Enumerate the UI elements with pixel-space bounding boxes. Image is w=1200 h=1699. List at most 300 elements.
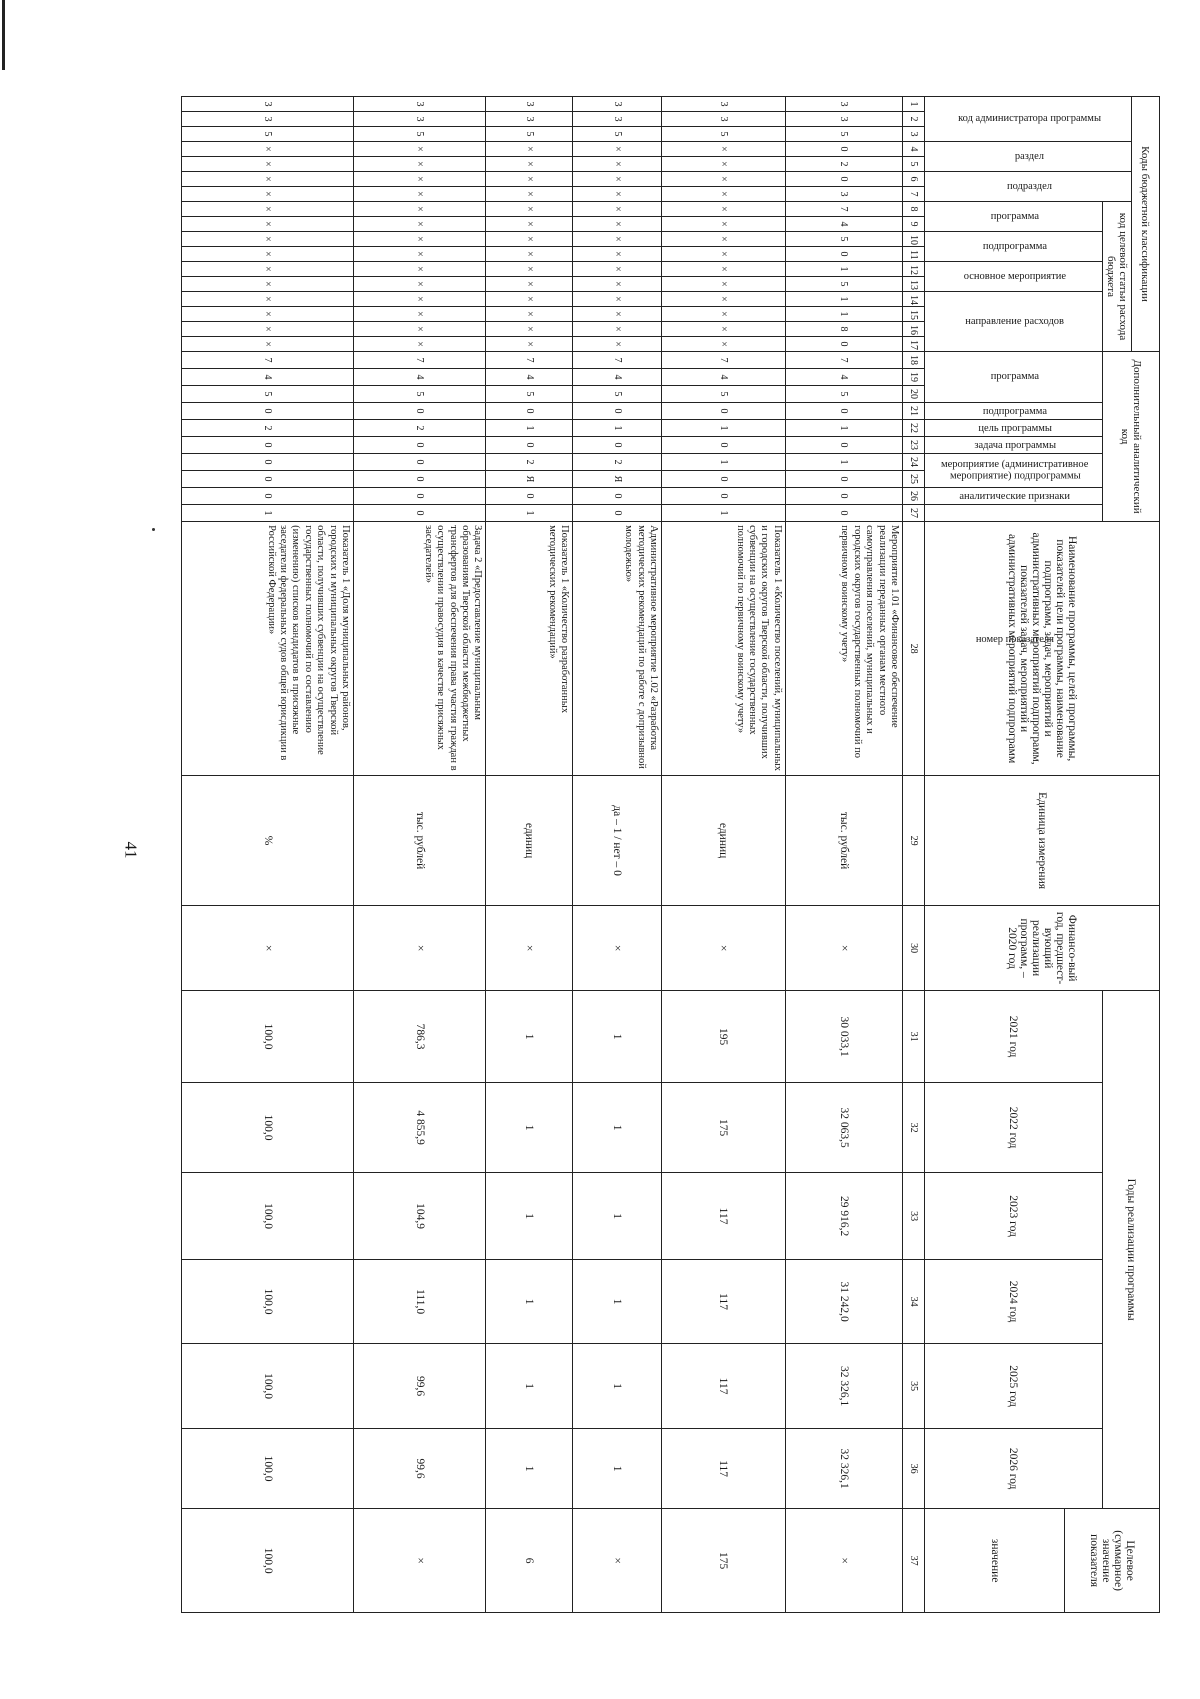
column-number: 17 xyxy=(903,337,925,352)
year-value-cell: 1 xyxy=(486,1173,573,1260)
code-cell: × xyxy=(573,247,662,262)
code-cell: × xyxy=(353,292,485,307)
unit-column-header: Единица измерения xyxy=(925,776,1160,906)
code-cell: 2 xyxy=(785,157,902,172)
year-value-cell: 4 855,9 xyxy=(353,1083,485,1173)
code-cell: 0 xyxy=(353,488,485,505)
code-cell: 0 xyxy=(785,471,902,488)
code-cell: 3 xyxy=(785,187,902,202)
code-cell: 1 xyxy=(785,292,902,307)
code-cell: × xyxy=(573,337,662,352)
code-cell: 5 xyxy=(353,386,485,403)
subsection-header: подраздел xyxy=(925,172,1132,202)
code-cell: × xyxy=(573,307,662,322)
scan-edge-mark xyxy=(2,0,5,70)
code-cell: 0 xyxy=(662,471,786,488)
indicator-name: Задача 2 «Предоставление муниципальным образованиям Тверской области межбюджетных трансфертов для обеспечения права участия граждан в осуществлении правосудия в качестве присяжных заседателей» xyxy=(353,522,485,776)
code-cell: × xyxy=(662,217,786,232)
table-row xyxy=(486,97,573,1613)
additional-code-header: Дополнительный аналитический код xyxy=(1103,352,1160,522)
column-number: 30 xyxy=(903,906,925,991)
program-indicators-table xyxy=(181,96,1160,1613)
year-value-cell: 117 xyxy=(662,1173,786,1260)
year-value-cell: 1 xyxy=(573,1173,662,1260)
code-cell: × xyxy=(573,142,662,157)
code-cell: × xyxy=(182,262,354,277)
column-number: 13 xyxy=(903,277,925,292)
year-value-cell: 32 326,1 xyxy=(785,1429,902,1509)
target-value-header: значение xyxy=(925,1509,1065,1613)
unit-cell: % xyxy=(182,776,354,906)
code-cell: 1 xyxy=(486,505,573,522)
code-cell: 7 xyxy=(662,352,786,369)
column-number: 34 xyxy=(903,1260,925,1344)
column-number: 6 xyxy=(903,172,925,187)
year-value-cell: 100,0 xyxy=(182,1429,354,1509)
indicator-name: Показатель 1 «Количество разработанных методических рекомендаций» xyxy=(486,522,573,776)
code-cell: 3 xyxy=(182,97,354,112)
code-cell: 0 xyxy=(785,172,902,187)
unit-cell: да – 1 / нет – 0 xyxy=(573,776,662,906)
code-cell: × xyxy=(182,187,354,202)
column-number: 24 xyxy=(903,454,925,471)
code-cell: 4 xyxy=(486,369,573,386)
year-value-cell: 1 xyxy=(486,991,573,1083)
code-cell: × xyxy=(353,172,485,187)
code-cell: 0 xyxy=(785,505,902,522)
code-cell: 7 xyxy=(785,202,902,217)
year-value-cell: 100,0 xyxy=(182,1260,354,1344)
rotated-table-wrapper xyxy=(190,96,1160,1606)
column-number: 22 xyxy=(903,420,925,437)
code-cell: 1 xyxy=(662,454,786,471)
code-cell: 3 xyxy=(573,112,662,127)
code-cell: × xyxy=(573,202,662,217)
code-cell: 5 xyxy=(182,127,354,142)
code-cell: × xyxy=(353,187,485,202)
code-cell: 3 xyxy=(573,97,662,112)
code-cell: 0 xyxy=(486,488,573,505)
code-cell: × xyxy=(662,187,786,202)
year-value-cell: 30 033,1 xyxy=(785,991,902,1083)
target-group-header: Целевое (суммарное) значение показателя xyxy=(1065,1509,1160,1613)
code-cell: × xyxy=(573,292,662,307)
code-cell: × xyxy=(486,262,573,277)
add-subprogram-header: подпрограмма xyxy=(925,403,1103,420)
code-cell: × xyxy=(662,232,786,247)
code-cell: 0 xyxy=(353,403,485,420)
code-cell: 4 xyxy=(573,369,662,386)
column-number: 10 xyxy=(903,232,925,247)
column-number: 37 xyxy=(903,1509,925,1613)
code-cell: × xyxy=(573,172,662,187)
code-cell: 2 xyxy=(486,454,573,471)
code-cell: 5 xyxy=(785,127,902,142)
code-cell: × xyxy=(486,202,573,217)
code-cell: 0 xyxy=(182,437,354,454)
target-value-cell: × xyxy=(573,1509,662,1613)
year-value-cell: 1 xyxy=(573,1429,662,1509)
year-value-cell: 111,0 xyxy=(353,1260,485,1344)
column-number: 14 xyxy=(903,292,925,307)
code-cell: 5 xyxy=(785,232,902,247)
code-cell: × xyxy=(662,322,786,337)
indicator-name: Административное мероприятие 1.02 «Разработка методических рекомендаций по работе с допризывной молодежью» xyxy=(573,522,662,776)
fin-year-column-header: Финансо-вый год, предшест-вующий реализации программ, – 2020 год xyxy=(925,906,1160,991)
code-cell: × xyxy=(353,277,485,292)
code-cell: × xyxy=(353,157,485,172)
code-cell: 1 xyxy=(785,262,902,277)
code-cell: Я xyxy=(573,471,662,488)
code-cell: 0 xyxy=(486,403,573,420)
code-cell: × xyxy=(573,157,662,172)
code-cell: × xyxy=(353,262,485,277)
code-cell: 7 xyxy=(353,352,485,369)
indicator-name: Показатель 1 «Количество поселений, муниципальных и городских округов Тверской области, получивших субвенции на осуществление государственных полномочий по первичному воинскому учету» xyxy=(662,522,786,776)
code-cell: 0 xyxy=(785,403,902,420)
name-column-header: Наименование программы, целей программы, показателей цели программы, наименование подпрограмм, задач, мероприятий и административных мероприятий подпрограмм, показателей задач, мероприятий и административных мероприятий подпрограмм xyxy=(925,522,1160,776)
code-cell: × xyxy=(486,322,573,337)
column-number: 11 xyxy=(903,247,925,262)
table-row xyxy=(785,97,902,1613)
code-cell: × xyxy=(486,142,573,157)
code-cell: × xyxy=(353,322,485,337)
code-cell: Я xyxy=(486,471,573,488)
year-value-cell: 100,0 xyxy=(182,1344,354,1429)
year-value-cell: 175 xyxy=(662,1083,786,1173)
target-value-cell: 175 xyxy=(662,1509,786,1613)
code-cell: 1 xyxy=(785,420,902,437)
code-cell: 4 xyxy=(785,369,902,386)
code-cell: 1 xyxy=(662,420,786,437)
year-value-cell: 117 xyxy=(662,1429,786,1509)
fin-year-cell: × xyxy=(353,906,485,991)
year-value-cell: 31 242,0 xyxy=(785,1260,902,1344)
indicator-name: Показатель 1 «Доля муниципальных районов, городских и муниципальных округов Тверской области, получивших субвенции на осуществление государственных полномочий по составлению (изменению) списков кандидатов в присяжные заседатели федеральных судов общей юрисдикции в Российской Федерации» xyxy=(182,522,354,776)
column-number: 23 xyxy=(903,437,925,454)
code-cell: × xyxy=(486,217,573,232)
column-number: 19 xyxy=(903,369,925,386)
code-cell: × xyxy=(353,307,485,322)
code-cell: 5 xyxy=(353,127,485,142)
code-cell: 7 xyxy=(182,352,354,369)
year-value-cell: 100,0 xyxy=(182,991,354,1083)
year-value-cell: 117 xyxy=(662,1344,786,1429)
code-cell: 4 xyxy=(785,217,902,232)
year-2024-header: 2024 год xyxy=(925,1260,1103,1344)
code-cell: × xyxy=(573,277,662,292)
code-cell: 0 xyxy=(573,403,662,420)
code-cell: 7 xyxy=(785,352,902,369)
column-number: 4 xyxy=(903,142,925,157)
code-cell: 5 xyxy=(785,386,902,403)
code-cell: × xyxy=(662,262,786,277)
code-cell: 0 xyxy=(573,505,662,522)
code-cell: × xyxy=(573,217,662,232)
code-cell: 0 xyxy=(785,437,902,454)
year-value-cell: 1 xyxy=(573,1344,662,1429)
code-cell: 5 xyxy=(573,386,662,403)
code-cell: 0 xyxy=(573,437,662,454)
year-value-cell: 195 xyxy=(662,991,786,1083)
code-cell: 3 xyxy=(182,112,354,127)
code-cell: × xyxy=(486,337,573,352)
admin-event-header: мероприятие (административное мероприятие) подпрограммы xyxy=(925,454,1103,488)
code-cell: 2 xyxy=(182,420,354,437)
year-value-cell: 1 xyxy=(486,1344,573,1429)
column-number: 8 xyxy=(903,202,925,217)
code-cell: × xyxy=(486,157,573,172)
code-cell: 1 xyxy=(785,454,902,471)
year-2021-header: 2021 год xyxy=(925,991,1103,1083)
code-cell: 0 xyxy=(662,488,786,505)
subprogram-code-header: подпрограмма xyxy=(925,232,1103,262)
column-number: 20 xyxy=(903,386,925,403)
code-cell: × xyxy=(182,142,354,157)
code-cell: 5 xyxy=(486,127,573,142)
code-cell: 3 xyxy=(486,112,573,127)
code-cell: 3 xyxy=(662,97,786,112)
column-number: 12 xyxy=(903,262,925,277)
code-cell: × xyxy=(182,322,354,337)
code-cell: 4 xyxy=(353,369,485,386)
code-cell: 0 xyxy=(573,488,662,505)
code-cell: 0 xyxy=(182,488,354,505)
code-cell: × xyxy=(573,232,662,247)
year-value-cell: 32 063,5 xyxy=(785,1083,902,1173)
page-number: 41 xyxy=(121,841,141,859)
code-cell: 0 xyxy=(785,247,902,262)
column-number: 7 xyxy=(903,187,925,202)
year-value-cell: 117 xyxy=(662,1260,786,1344)
year-2026-header: 2026 год xyxy=(925,1429,1103,1509)
years-group-header: Годы реализации программы xyxy=(1103,991,1160,1509)
column-number: 16 xyxy=(903,322,925,337)
code-cell: 3 xyxy=(486,97,573,112)
admin-code-header: код администратора программы xyxy=(925,97,1132,142)
code-cell: × xyxy=(486,172,573,187)
table-row xyxy=(573,97,662,1613)
year-value-cell: 32 326,1 xyxy=(785,1344,902,1429)
year-value-cell: 99,6 xyxy=(353,1429,485,1509)
year-value-cell: 1 xyxy=(486,1429,573,1509)
scan-speck xyxy=(152,528,155,531)
column-number: 5 xyxy=(903,157,925,172)
code-cell: 0 xyxy=(182,403,354,420)
program-goal-header: цель программы xyxy=(925,420,1103,437)
section-header: раздел xyxy=(925,142,1132,172)
code-cell: × xyxy=(353,202,485,217)
fin-year-cell: × xyxy=(662,906,786,991)
code-cell: 5 xyxy=(182,386,354,403)
column-number: 15 xyxy=(903,307,925,322)
add-program-header: программа xyxy=(925,352,1103,403)
code-cell: × xyxy=(573,262,662,277)
fin-year-cell: × xyxy=(182,906,354,991)
year-value-cell: 1 xyxy=(573,1083,662,1173)
code-cell: × xyxy=(486,292,573,307)
code-cell: 3 xyxy=(785,97,902,112)
column-numbers-row xyxy=(903,97,925,1613)
code-cell: × xyxy=(353,232,485,247)
column-number: 25 xyxy=(903,471,925,488)
code-cell: × xyxy=(662,247,786,262)
year-value-cell: 100,0 xyxy=(182,1173,354,1260)
code-cell: 0 xyxy=(785,337,902,352)
code-cell: × xyxy=(662,307,786,322)
program-code-header: программа xyxy=(925,202,1103,232)
column-number: 36 xyxy=(903,1429,925,1509)
target-value-cell: 100,0 xyxy=(182,1509,354,1613)
code-cell: 2 xyxy=(573,454,662,471)
code-cell: 5 xyxy=(486,386,573,403)
budget-codes-header: Коды бюджетной классификации xyxy=(1132,97,1160,352)
code-cell: 5 xyxy=(662,386,786,403)
column-number: 33 xyxy=(903,1173,925,1260)
code-cell: 0 xyxy=(353,454,485,471)
expense-direction-header: направление расходов xyxy=(925,292,1103,352)
code-cell: 1 xyxy=(662,505,786,522)
code-cell: × xyxy=(182,157,354,172)
code-cell: 0 xyxy=(182,454,354,471)
code-cell: 0 xyxy=(353,437,485,454)
code-cell: × xyxy=(486,277,573,292)
analytic-sign-header: аналитические признаки xyxy=(925,488,1103,505)
code-cell: × xyxy=(182,292,354,307)
fin-year-cell: × xyxy=(486,906,573,991)
code-cell: 0 xyxy=(353,505,485,522)
code-cell: × xyxy=(573,322,662,337)
column-number: 2 xyxy=(903,112,925,127)
code-cell: × xyxy=(662,292,786,307)
code-cell: 5 xyxy=(573,127,662,142)
program-task-header: задача программы xyxy=(925,437,1103,454)
column-number: 26 xyxy=(903,488,925,505)
code-cell: × xyxy=(353,337,485,352)
code-cell: × xyxy=(486,232,573,247)
code-cell: × xyxy=(486,307,573,322)
code-cell: × xyxy=(182,232,354,247)
indicator-number-header: номер показателя xyxy=(925,505,1103,776)
column-number: 9 xyxy=(903,217,925,232)
code-cell: 3 xyxy=(353,97,485,112)
code-cell: × xyxy=(182,217,354,232)
code-cell: 3 xyxy=(662,112,786,127)
code-cell: 5 xyxy=(662,127,786,142)
code-cell: × xyxy=(182,307,354,322)
column-number: 29 xyxy=(903,776,925,906)
year-value-cell: 1 xyxy=(573,991,662,1083)
target-value-cell: 6 xyxy=(486,1509,573,1613)
code-cell: 0 xyxy=(182,471,354,488)
column-number: 18 xyxy=(903,352,925,369)
code-cell: × xyxy=(182,277,354,292)
code-cell: 7 xyxy=(573,352,662,369)
year-value-cell: 100,0 xyxy=(182,1083,354,1173)
code-cell: × xyxy=(486,247,573,262)
code-cell: × xyxy=(353,247,485,262)
column-number: 31 xyxy=(903,991,925,1083)
code-cell: 1 xyxy=(573,420,662,437)
table-row xyxy=(182,97,354,1613)
fin-year-cell: × xyxy=(785,906,902,991)
code-cell: 0 xyxy=(785,488,902,505)
year-value-cell: 104,9 xyxy=(353,1173,485,1260)
code-cell: 2 xyxy=(353,420,485,437)
unit-cell: единиц xyxy=(486,776,573,906)
code-cell: × xyxy=(353,217,485,232)
year-value-cell: 99,6 xyxy=(353,1344,485,1429)
unit-cell: единиц xyxy=(662,776,786,906)
code-cell: × xyxy=(182,172,354,187)
code-cell: 3 xyxy=(785,112,902,127)
year-2025-header: 2025 год xyxy=(925,1344,1103,1429)
year-value-cell: 29 916,2 xyxy=(785,1173,902,1260)
code-cell: × xyxy=(662,202,786,217)
code-cell: 0 xyxy=(662,403,786,420)
code-cell: × xyxy=(662,337,786,352)
code-cell: 4 xyxy=(662,369,786,386)
fin-year-cell: × xyxy=(573,906,662,991)
code-cell: 8 xyxy=(785,322,902,337)
code-cell: 0 xyxy=(662,437,786,454)
code-cell: 3 xyxy=(353,112,485,127)
year-value-cell: 1 xyxy=(486,1083,573,1173)
column-number: 32 xyxy=(903,1083,925,1173)
column-number: 35 xyxy=(903,1344,925,1429)
unit-cell: тыс. рублей xyxy=(353,776,485,906)
target-article-header: код целевой статьи расхода бюджета xyxy=(1103,202,1132,352)
code-cell: 1 xyxy=(182,505,354,522)
code-cell: × xyxy=(353,142,485,157)
indicator-name: Мероприятие 1.01 «Финансовое обеспечение реализации переданных органам местного самоуправления поселений, муниципальных и городских округов государственных полномочий по первичному воинскому учету» xyxy=(785,522,902,776)
code-cell: 1 xyxy=(785,307,902,322)
code-cell: × xyxy=(182,247,354,262)
unit-cell: тыс. рублей xyxy=(785,776,902,906)
code-cell: × xyxy=(573,187,662,202)
year-value-cell: 786,3 xyxy=(353,991,485,1083)
code-cell: 0 xyxy=(486,437,573,454)
year-value-cell: 1 xyxy=(486,1260,573,1344)
code-cell: 0 xyxy=(785,142,902,157)
code-cell: × xyxy=(662,157,786,172)
code-cell: × xyxy=(662,277,786,292)
column-number: 1 xyxy=(903,97,925,112)
column-number: 27 xyxy=(903,505,925,522)
code-cell: × xyxy=(182,337,354,352)
year-value-cell: 1 xyxy=(573,1260,662,1344)
code-cell: × xyxy=(662,142,786,157)
target-value-cell: × xyxy=(353,1509,485,1613)
year-2023-header: 2023 год xyxy=(925,1173,1103,1260)
table-row xyxy=(662,97,786,1613)
table-row xyxy=(353,97,485,1613)
code-cell: 4 xyxy=(182,369,354,386)
code-cell: 7 xyxy=(486,352,573,369)
code-cell: 1 xyxy=(486,420,573,437)
column-number: 28 xyxy=(903,522,925,776)
main-event-header: основное мероприятие xyxy=(925,262,1103,292)
code-cell: × xyxy=(662,172,786,187)
code-cell: × xyxy=(182,202,354,217)
column-number: 3 xyxy=(903,127,925,142)
target-value-cell: × xyxy=(785,1509,902,1613)
code-cell: 5 xyxy=(785,277,902,292)
year-2022-header: 2022 год xyxy=(925,1083,1103,1173)
code-cell: 0 xyxy=(353,471,485,488)
column-number: 21 xyxy=(903,403,925,420)
code-cell: × xyxy=(486,187,573,202)
